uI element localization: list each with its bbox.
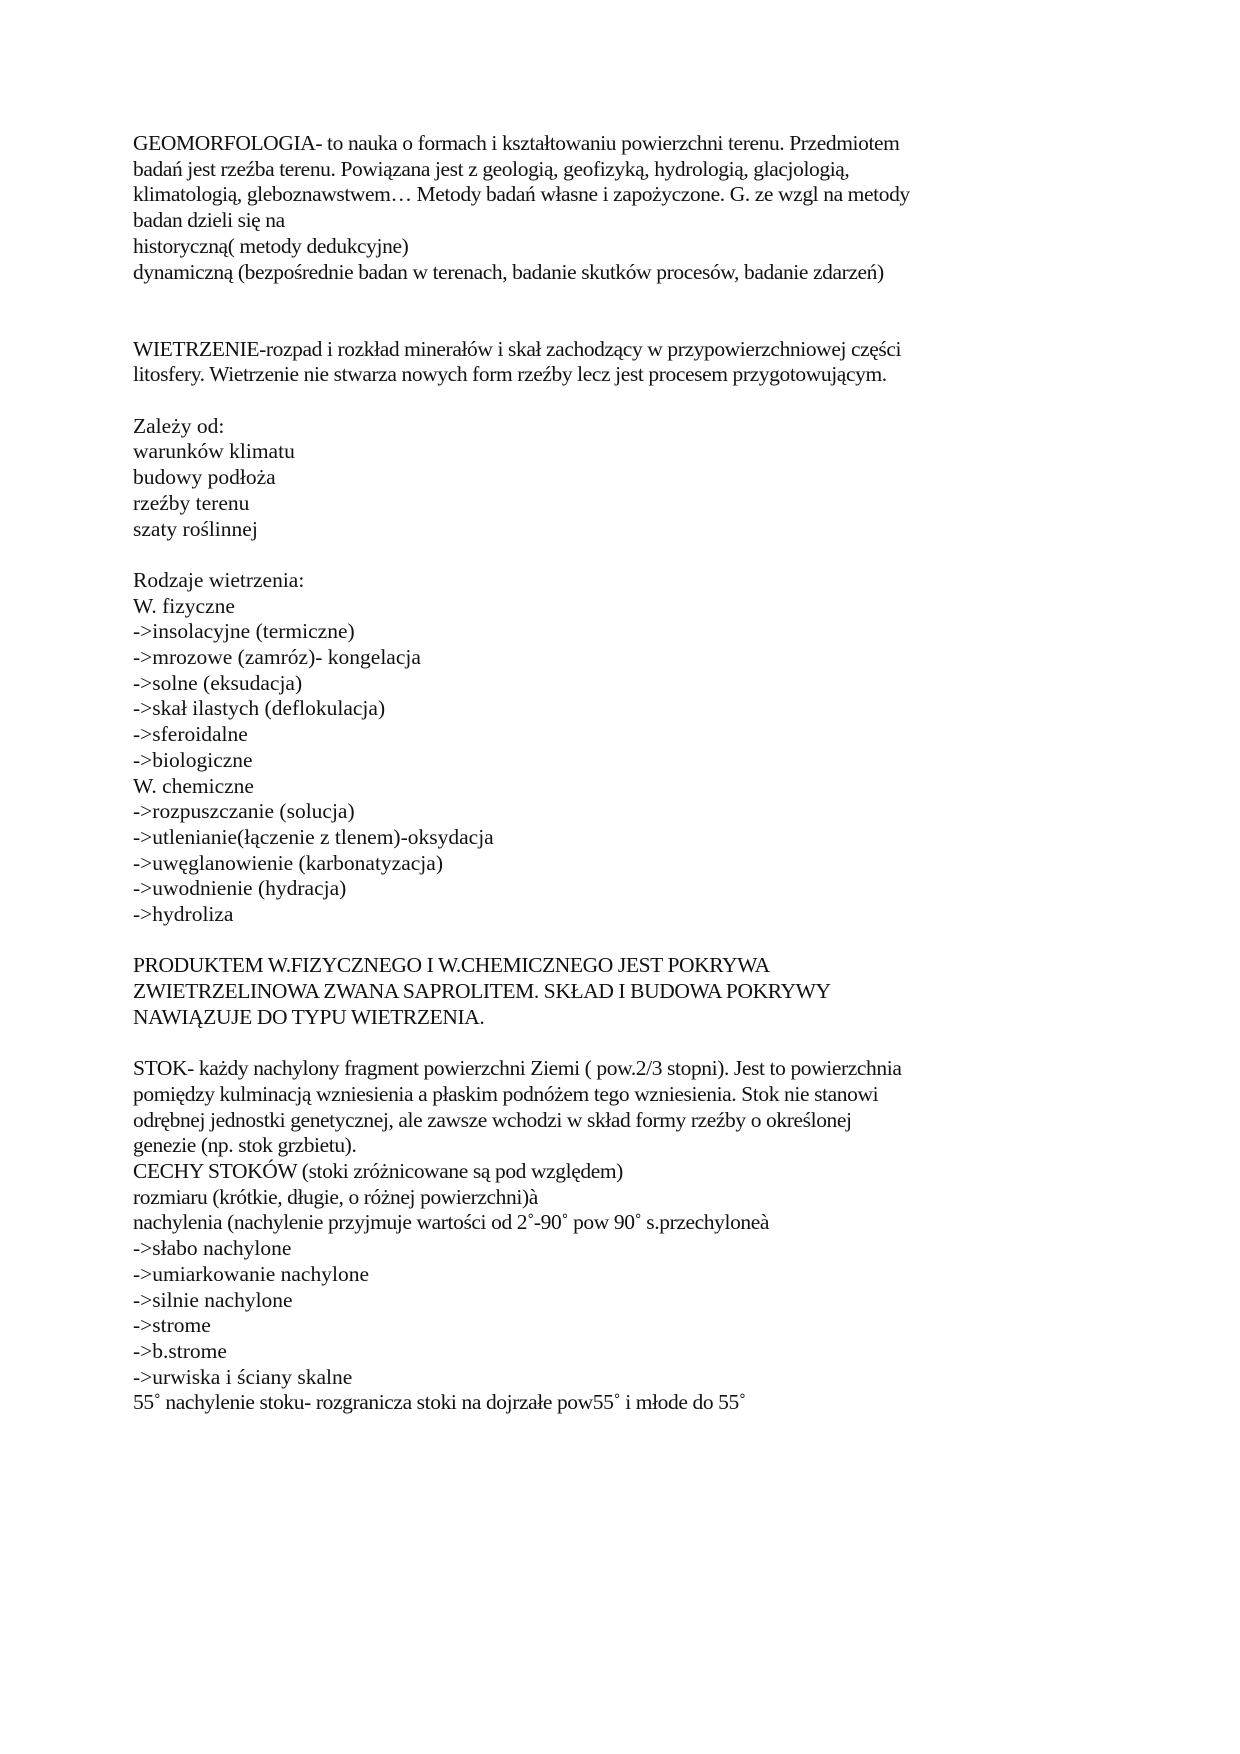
text-line: badan dzieli się na (133, 208, 285, 233)
text-line: badań jest rzeźba terenu. Powiązana jest z geologią, geofizyką, hydrologią, glacjologią, (133, 156, 850, 181)
text-line: historyczną( metody dedukcyjne) (133, 233, 409, 258)
text-line: litosfery. Wietrzenie nie stwarza nowych form rzeźby lecz jest procesem przygotowującym. (133, 362, 887, 387)
list-heading: W. fizyczne (133, 593, 235, 618)
list-item: ->umiarkowanie nachylone (133, 1261, 369, 1286)
text-line: genezie (np. stok grzbietu). (133, 1133, 357, 1158)
list-item: ->utlenianie(łączenie z tlenem)-oksydacja (133, 824, 494, 849)
text-line: Rodzaje wietrzenia: (133, 567, 305, 592)
section-zalezy-od (133, 414, 1133, 543)
spacer (133, 285, 1133, 336)
text-line: odrębnej jednostki genetycznej, ale zawsze wchodzi w skład formy rzeźby o określonej (133, 1107, 852, 1132)
list-item: ->uwęglanowienie (karbonatyzacja) (133, 850, 443, 875)
list-item: ->sferoidalne (133, 722, 248, 747)
list-item: ->skał ilastych (deflokulacja) (133, 696, 386, 721)
text-line: pomiędzy kulminacją wzniesienia a płaskim podnóżem tego wzniesienia. Stok nie stanowi (133, 1081, 879, 1106)
list-item: rzeźby terenu (133, 490, 250, 515)
text-line: nachylenia (nachylenie przyjmuje wartości od 2˚-90˚ pow 90˚ s.przechyloneà (133, 1210, 770, 1235)
list-item: ->silnie nachylone (133, 1287, 293, 1312)
list-item: budowy podłoża (133, 465, 276, 490)
text-line: GEOMORFOLOGIA- to nauka o formach i kształtowaniu powierzchni terenu. Przedmiotem (133, 131, 900, 155)
section-geomorfologia (133, 131, 1133, 285)
text-line: Zależy od: (133, 413, 225, 438)
section-produktem (133, 953, 1133, 1030)
text-line: rozmiaru (krótkie, długie, o różnej powierzchni)à (133, 1184, 538, 1209)
list-item: ->słabo nachylone (133, 1236, 292, 1261)
list-item: ->rozpuszczanie (solucja) (133, 799, 355, 824)
text-line: CECHY STOKÓW (stoki zróżnicowane są pod względem) (133, 1159, 623, 1184)
list-heading: W. chemiczne (133, 773, 254, 798)
text-line: ZWIETRZELINOWA ZWANA SAPROLITEM. SKŁAD I BUDOWA POKRYWY (133, 979, 831, 1004)
spacer (133, 542, 1133, 568)
section-rodzaje-wietrzenia (133, 568, 1133, 928)
text-line: 55˚ nachylenie stoku- rozgranicza stoki na dojrzałe pow55˚ i młode do 55˚ (133, 1390, 746, 1415)
text-line: NAWIĄZUJE DO TYPU WIETRZENIA. (133, 1004, 485, 1029)
section-stok (133, 1056, 1133, 1416)
list-item: ->uwodnienie (hydracja) (133, 876, 347, 901)
list-item: ->mrozowe (zamróz)- kongelacja (133, 645, 421, 670)
list-item: ->b.strome (133, 1338, 227, 1363)
list-item: ->insolacyjne (termiczne) (133, 619, 355, 644)
document-page (133, 131, 1133, 1416)
spacer (133, 388, 1133, 414)
spacer (133, 928, 1133, 954)
spacer (133, 1031, 1133, 1057)
text-line: dynamiczną (bezpośrednie badan w terenach, badanie skutków procesów, badanie zdarzeń) (133, 259, 884, 284)
text-line: STOK- każdy nachylony fragment powierzchni Ziemi ( pow.2/3 stopni). Jest to powierzchnia (133, 1056, 902, 1081)
list-item: ->biologiczne (133, 747, 253, 772)
text-line: klimatologią, gleboznawstwem… Metody badań własne i zapożyczone. G. ze wzgl na metody (133, 182, 910, 207)
list-item: ->solne (eksudacja) (133, 670, 303, 695)
list-item: ->strome (133, 1313, 211, 1338)
list-item: ->hydroliza (133, 902, 234, 927)
section-wietrzenie (133, 337, 1133, 388)
text-line: PRODUKTEM W.FIZYCZNEGO I W.CHEMICZNEGO JEST POKRYWA (133, 953, 770, 978)
list-item: warunków klimatu (133, 439, 295, 464)
list-item: ->urwiska i ściany skalne (133, 1364, 353, 1389)
list-item: szaty roślinnej (133, 516, 258, 541)
text-line: WIETRZENIE-rozpad i rozkład minerałów i skał zachodzący w przypowierzchniowej części (133, 336, 902, 361)
